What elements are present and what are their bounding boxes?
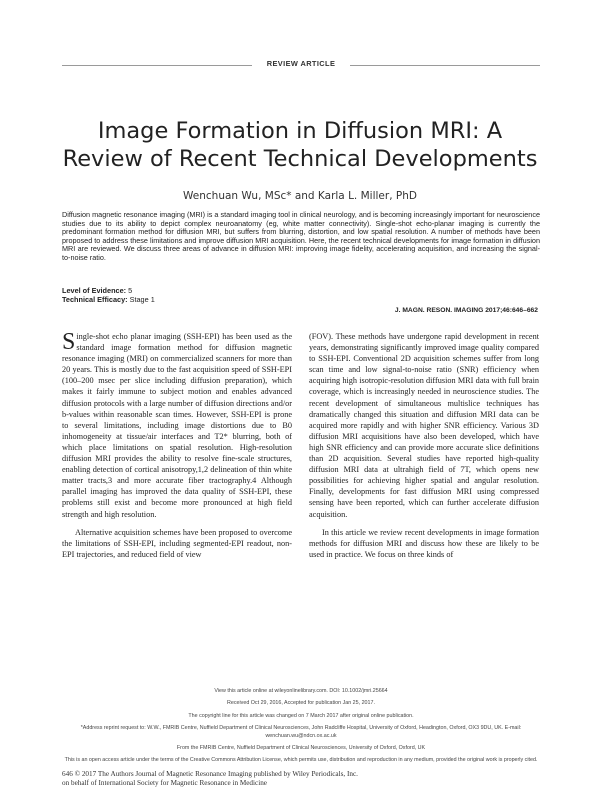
- body-paragraph: Alternative acquisition schemes have been proposed to overcome the limitations of SSH-EPI, including segmented-EPI readout, non-EPI trajectories, and reduced field of view: [62, 527, 292, 559]
- body-paragraph: (FOV). These methods have undergone rapid development in recent years, demonstrating significantly improved image quality compared to SSH-EPI. Conventional 2D acquisition schemes suffer from long scan time and low signal-to-noise ratio (SNR) efficiency when acquiring high isotropic-resolution diffusion MRI data with full brain coverage, which is increasingly needed in neuroscience studies. The recent development of simultaneous multislice techniques has dramatically changed this situation and diffusion MRI data can be acquired more rapidly and with higher SNR efficiency. Various 3D diffusion MRI acquisitions have also been developed, which have high SNR efficiency and can provide more accurate slice definitions than 2D acquisition. Several studies have reported high-quality diffusion MRI data at ultrahigh field of 7T, which opens new possibilities for achieving higher spatial and angular resolution. Finally, developments for fast diffusion MRI using compressed sensing have been reported, which can further accelerate diffusion acquisition.: [309, 332, 539, 519]
- drop-cap: S: [62, 329, 76, 355]
- footnotes: [62, 688, 540, 770]
- level-of-evidence-value: 5: [128, 286, 133, 295]
- affiliation: From the FMRIB Centre, Nuffield Department of Clinical Neurosciences, University of Oxford, Oxford, UK: [176, 745, 426, 752]
- footer-line-1: 646 © 2017 The Authors Journal of Magnetic Resonance Imaging published by Wiley Periodicals, Inc.: [62, 770, 358, 778]
- section-label-text: REVIEW ARTICLE: [261, 59, 342, 68]
- technical-efficacy-value: Stage 1: [129, 295, 155, 304]
- article-title: [40, 117, 560, 173]
- body-column-right: [309, 331, 539, 560]
- footer-line-2: on behalf of International Society for Magnetic Resonance in Medicine: [62, 779, 267, 787]
- body-column-left: [62, 331, 292, 560]
- section-label: [62, 59, 540, 71]
- journal-citation: J. MAGN. RESON. IMAGING 2017;46:646–662: [394, 307, 538, 314]
- body-paragraph: In this article we review recent developments in image formation methods for diffusion MRI and discuss how these are likely to be used in practice. We focus on three kinds of: [309, 527, 539, 559]
- level-of-evidence: [62, 286, 540, 295]
- body-paragraph: [62, 331, 292, 520]
- title-line-1: Image Formation in Diffusion MRI: A: [97, 118, 503, 144]
- title-line-2: Review of Recent Technical Developments: [62, 146, 538, 172]
- online-doi: View this article online at wileyonlinelibrary.com. DOI: 10.1002/jmri.25664: [214, 688, 388, 694]
- technical-efficacy-label: Technical Efficacy:: [62, 295, 128, 304]
- copyright-change-note: The copyright line for this article was changed on 7 March 2017 after original online publication.: [188, 712, 414, 719]
- body-paragraph-text: ingle-shot echo planar imaging (SSH-EPI) has been used as the standard image formation method for diffusion magnetic resonance imaging (MRI) on commercialized scanners for more than 20 years. This is mostly due to the fast acquisition speed of SSH-EPI (100–200 msec per slice including diffusion preparation), which makes it fairly immune to subject motion and enables advanced diffusion protocols with a large number of diffusion directions and/or b-values within reasonable scan times. However, SSH-EPI is prone to several limitations, including image distortions due to B0 inhomogeneity at tissue/air interfaces and T2* blurring, both of which place limitations on spatial resolution. High-resolution diffusion MRI provides the ability to resolve fine-scale structures, enabling detection of cortical anisotropy,1,2 delineation of thin white matter tracts,3 and more accurate fiber tractography.4 Although parallel imaging has improved the data quality of SSH-EPI, these problems still exist and become more pronounced at high field strength and high resolution.: [62, 332, 292, 519]
- technical-efficacy: [62, 295, 540, 304]
- authors: Wenchuan Wu, MSc* and Karla L. Miller, PhD: [183, 190, 417, 202]
- divider-left: [62, 65, 252, 66]
- license-note: This is an open access article under the terms of the Creative Commons Attribution License, which permits use, distribution and reproduction in any medium, provided the original work is properly cited.: [64, 757, 538, 764]
- divider-right: [350, 65, 540, 66]
- received-dates: Received Oct 29, 2016, Accepted for publication Jan 25, 2017.: [227, 700, 375, 707]
- level-of-evidence-label: Level of Evidence:: [62, 286, 127, 295]
- reprint-address: *Address reprint request to: W.W., FMRIB Centre, Nuffield Department of Clinical Neurosciences, John Radcliffe Hospital, University of Oxford, Headington, Oxford, OX3 9DU, UK. E-mail: wenchuan.wu@ndcn.ox.ac.uk: [80, 725, 522, 739]
- page-footer: [62, 770, 540, 788]
- abstract: Diffusion magnetic resonance imaging (MRI) is a standard imaging tool in clinical neurology, and is becoming increasingly important for neuroscience studies due to its ability to depict complex neuroanatomy (eg, white matter connectivity). Single-shot echo-planar imaging is currently the predominant formation method for diffusion MRI, but suffers from blurring, distortion, and low spatial resolution. A number of methods have been proposed to address these limitations and improve diffusion MRI acquisition. Here, the recent technical developments for image formation in diffusion MRI are reviewed. We discuss three areas of advance in diffusion MRI: improving image fidelity, accelerating acquisition, and increasing the signal-to-noise ratio.: [62, 210, 540, 262]
